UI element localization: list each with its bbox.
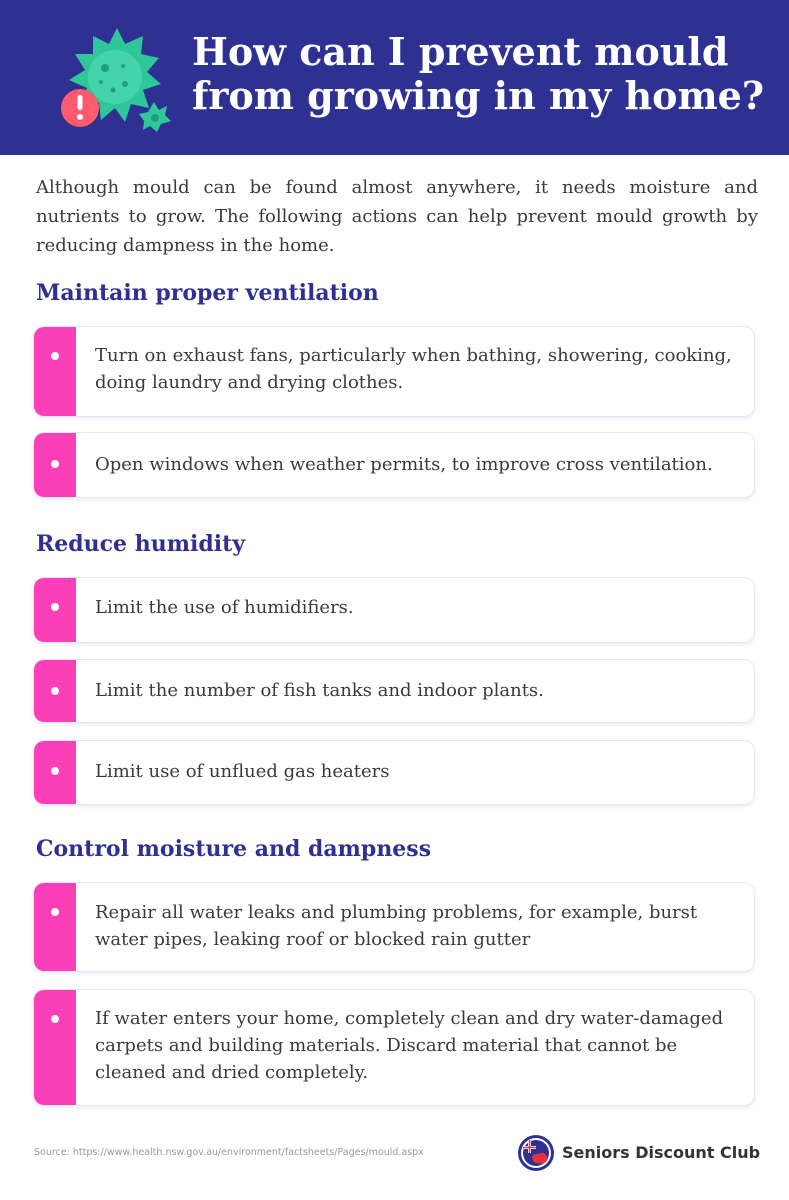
source-citation: Source: https://www.health.nsw.gov.au/environment/factsheets/Pages/mould.aspx	[34, 1147, 424, 1158]
section-heading-ventilation: Maintain proper ventilation	[36, 280, 379, 306]
tip-text: Limit the use of humidifiers.	[95, 597, 354, 618]
bullet-icon	[51, 460, 59, 468]
tip-card	[34, 433, 754, 497]
bullet-icon	[51, 908, 59, 916]
page-header	[0, 0, 789, 155]
tip-text: Turn on exhaust fans, particularly when bathing, showering, cooking, doing laundry and drying clothes.	[95, 345, 732, 393]
card-accent-bar	[34, 883, 76, 971]
bullet-icon	[51, 603, 59, 611]
tip-card	[34, 327, 754, 416]
tip-card	[34, 741, 754, 804]
tip-text: If water enters your home, completely clean and dry water-damaged carpets and building materials. Discard material that cannot be cleaned and dried completely.	[95, 1008, 724, 1083]
brand-footer	[517, 1134, 767, 1172]
tip-card	[34, 660, 754, 722]
tip-text: Limit the number of fish tanks and indoor plants.	[95, 680, 544, 701]
bullet-icon	[51, 767, 59, 775]
bullet-icon	[51, 687, 59, 695]
tip-text: Repair all water leaks and plumbing problems, for example, burst water pipes, leaking roof or blocked rain gutter	[95, 902, 698, 950]
tip-card	[34, 883, 754, 971]
brand-name: Seniors Discount Club	[562, 1143, 761, 1162]
card-accent-bar	[34, 990, 76, 1105]
mould-spore-alert-icon	[55, 22, 175, 137]
intro-paragraph: Although mould can be found almost anywhere, it needs moisture and nutrients to grow. The following actions can help prevent mould growth by reducing dampness in the home.	[36, 177, 758, 256]
australia-flag-logo-icon	[517, 1134, 555, 1172]
tip-text: Open windows when weather permits, to improve cross ventilation.	[95, 454, 713, 475]
page-title: How can I prevent mould from growing in my home?	[192, 29, 765, 118]
card-accent-bar	[34, 327, 76, 416]
bullet-icon	[51, 1015, 59, 1023]
tip-card	[34, 578, 754, 642]
bullet-icon	[51, 352, 59, 360]
tip-card	[34, 990, 754, 1105]
tip-text: Limit use of unflued gas heaters	[95, 761, 390, 782]
section-heading-moisture: Control moisture and dampness	[36, 836, 432, 862]
section-heading-humidity: Reduce humidity	[36, 531, 246, 557]
